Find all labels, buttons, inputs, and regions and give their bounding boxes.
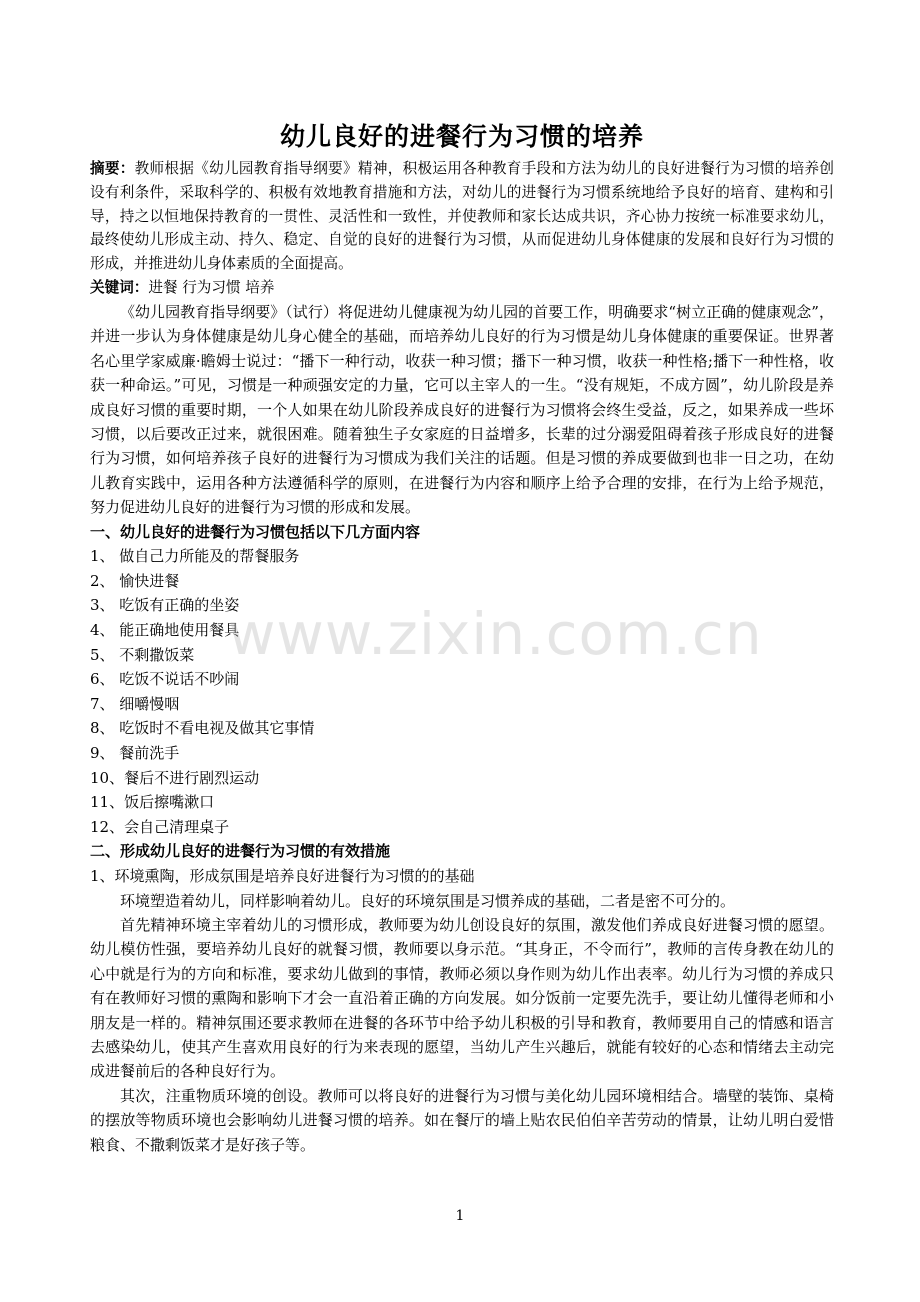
intro-paragraph: 《幼儿园教育指导纲要》（试行）将促进幼儿健康视为幼儿园的首要工作，明确要求“树立正确的健康观念”，并进一步认为身体健康是幼儿身心健全的基础，而培养幼儿良好的行为习惯是幼儿身体健康的重要保证。世界著名心里学家威廉·瞻姆士说过：“播下一种行动，收获一种习惯；播下一种习惯，收获一种性格;播下一种性格，收获一种命运。”可见，习惯是一种顽强安定的力量，它可以主宰人的一生。“没有规矩，不成方圆”，幼儿阶段是养成良好习惯的重要时期，一个人如果在幼儿阶段养成良好的进餐行为习惯将会终生受益，反之，如果养成一些坏习惯，以后要改正过来，就很困难。随着独生子女家庭的日益增多，长辈的过分溺爱阻碍着孩子形成良好的进餐行为习惯，如何培养孩子良好的进餐行为习惯成为我们关注的话题。但是习惯的养成要做到也非一日之功，在幼儿教育实践中，运用各种方法遵循科学的原则，在进餐行为内容和顺序上给予合理的安排，在行为上给予规范，努力促进幼儿良好的进餐行为习惯的形成和发展。	[90, 302, 834, 517]
watermark: www.zixin.com.cn	[228, 600, 763, 668]
list-item: 1、 做自己力所能及的帮餐服务	[90, 547, 300, 566]
list-item: 11、饭后擦嘴漱口	[90, 793, 215, 812]
keywords-text: 进餐 行为习惯 培养	[148, 278, 275, 296]
section-2-heading: 二、形成幼儿良好的进餐行为习惯的有效措施	[90, 842, 391, 861]
section-1-heading: 一、幼儿良好的进餐行为习惯包括以下几方面内容	[90, 522, 421, 541]
list-item: 5、 不剩撒饭菜	[90, 645, 195, 664]
document-title: 幼儿良好的进餐行为习惯的培养	[279, 122, 644, 151]
document-body	[90, 157, 834, 1157]
abstract	[90, 157, 834, 276]
keywords-label: 关键词：	[90, 278, 149, 296]
list-item: 8、 吃饭时不看电视及做其它事情	[90, 719, 315, 738]
list-item: 7、 细嚼慢咽	[90, 694, 180, 713]
subsection-1-heading: 1、环境熏陶，形成氛围是培养良好进餐行为习惯的的基础	[90, 866, 475, 885]
list-item: 4、 能正确地使用餐具	[90, 621, 240, 640]
habit-list	[90, 544, 834, 839]
paragraph: 其次，注重物质环境的创设。教师可以将良好的进餐行为习惯与美化幼儿园环境相结合。墙壁的装饰、桌椅的摆放等物质环境也会影响幼儿进餐习惯的培养。如在餐厅的墙上贴农民伯伯辛苦劳动的情景，让幼儿明白爱惜粮食、不撒剩饭菜才是好孩子等。	[90, 1086, 834, 1154]
list-item: 10、餐后不进行剧烈运动	[90, 768, 260, 787]
list-item: 9、 餐前洗手	[90, 743, 180, 762]
list-item: 12、会自己清理桌子	[90, 817, 230, 836]
abstract-label: 摘要：	[90, 160, 135, 177]
paragraph: 首先精神环境主宰着幼儿的习惯形成，教师要为幼儿创设良好的氛围，激发他们养成良好进餐习惯的愿望。幼儿模仿性强，要培养幼儿良好的就餐习惯，教师要以身示范。“其身正，不令而行”，教师的言传身教在幼儿的心中就是行为的方向和标准，要求幼儿做到的事情，教师必须以身作则为幼儿作出表率。幼儿行为习惯的养成只有在教师好习惯的熏陶和影响下才会一直沿着正确的方向发展。如分饭前一定要先洗手，要让幼儿懂得老师和小朋友是一样的。精神氛围还要求教师在进餐的各环节中给予幼儿积极的引导和教育，教师要用自己的情感和语言去感染幼儿，使其产生喜欢用良好的行为来表现的愿望，当幼儿产生兴趣后，就能有较好的心态和情绪去主动完成进餐前后的各种良好行为。	[90, 915, 834, 1081]
list-item: 3、 吃饭有正确的坐姿	[90, 596, 240, 615]
paragraph: 环境塑造着幼儿，同样影响着幼儿。良好的环境氛围是习惯养成的基础，二者是密不可分的。	[120, 891, 736, 910]
list-item: 2、 愉快进餐	[90, 571, 180, 590]
keywords	[90, 276, 834, 300]
list-item: 6、 吃饭不说话不吵闹	[90, 670, 240, 689]
page-number: 1	[455, 1208, 465, 1224]
abstract-text: 教师根据《幼儿园教育指导纲要》精神，积极运用各种教育手段和方法为幼儿的良好进餐行为习惯的培养创设有利条件，采取科学的、积极有效地教育措施和方法，对幼儿的进餐行为习惯系统地给予良好的培育、建构和引导，持之以恒地保持教育的一贯性、灵活性和一致性，并使教师和家长达成共识，齐心协力按统一标准要求幼儿，最终使幼儿形成主动、持久、稳定、自觉的良好的进餐行为习惯，从而促进幼儿身体健康的发展和良好行为习惯的形成，并推进幼儿身体素质的全面提高。	[90, 160, 834, 273]
